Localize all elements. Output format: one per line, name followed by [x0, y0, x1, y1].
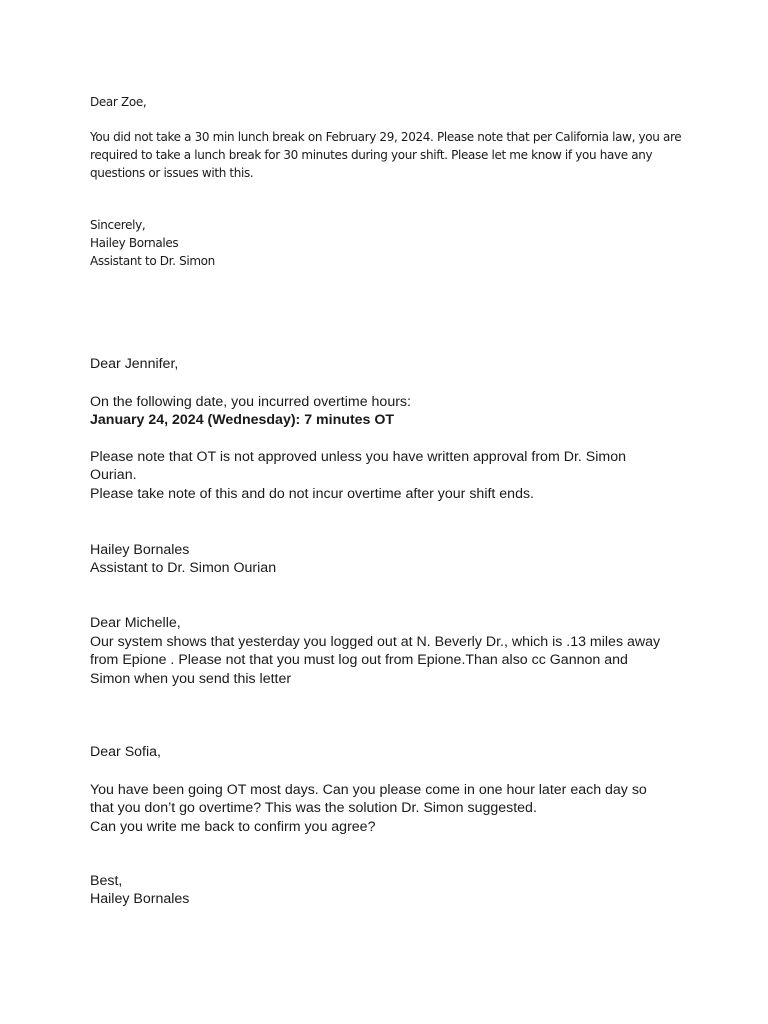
closing: Best, [90, 873, 123, 889]
signer-title: Assistant to Dr. Simon Ourian [90, 560, 277, 576]
greeting: Dear Jennifer, [90, 356, 179, 372]
ot-entry: January 24, 2024 (Wednesday): 7 minutes OT [90, 412, 395, 428]
body-line: that you don’t go overtime? This was the solution Dr. Simon suggested. [90, 800, 537, 816]
body-line: You did not take a 30 min lunch break on February 29, 2024. Please note that per California law, you are [90, 130, 682, 144]
signer-name: Hailey Bornales [90, 542, 190, 558]
body-line: Our system shows that yesterday you logged out at N. Beverly Dr., which is .13 miles away [90, 634, 661, 650]
body-line: Simon when you send this letter [90, 671, 292, 687]
body-line: Please note that OT is not approved unless you have written approval from Dr. Simon [90, 449, 626, 465]
body-line: required to take a lunch break for 30 minutes during your shift. Please let me know if you have any [90, 148, 653, 162]
signer-name: Hailey Bornales [90, 891, 190, 907]
body-line: Please take note of this and do not incur overtime after your shift ends. [90, 486, 535, 502]
greeting: Dear Sofia, [90, 744, 161, 760]
signer-name: Hailey Bornales [90, 236, 179, 250]
body-line: from Epione . Please not that you must log out from Epione.Than also cc Gannon and [90, 652, 628, 668]
body-line: Ourian. [90, 467, 137, 483]
body-line: questions or issues with this. [90, 166, 254, 180]
signer-title: Assistant to Dr. Simon [90, 254, 215, 268]
closing: Sincerely, [90, 218, 146, 232]
body-line: Can you write me back to confirm you agree? [90, 819, 376, 835]
greeting: Dear Zoe, [90, 95, 147, 109]
body-line: You have been going OT most days. Can you please come in one hour later each day so [90, 782, 647, 798]
intro-text: On the following date, you incurred overtime hours: [90, 394, 411, 410]
greeting: Dear Michelle, [90, 615, 181, 631]
